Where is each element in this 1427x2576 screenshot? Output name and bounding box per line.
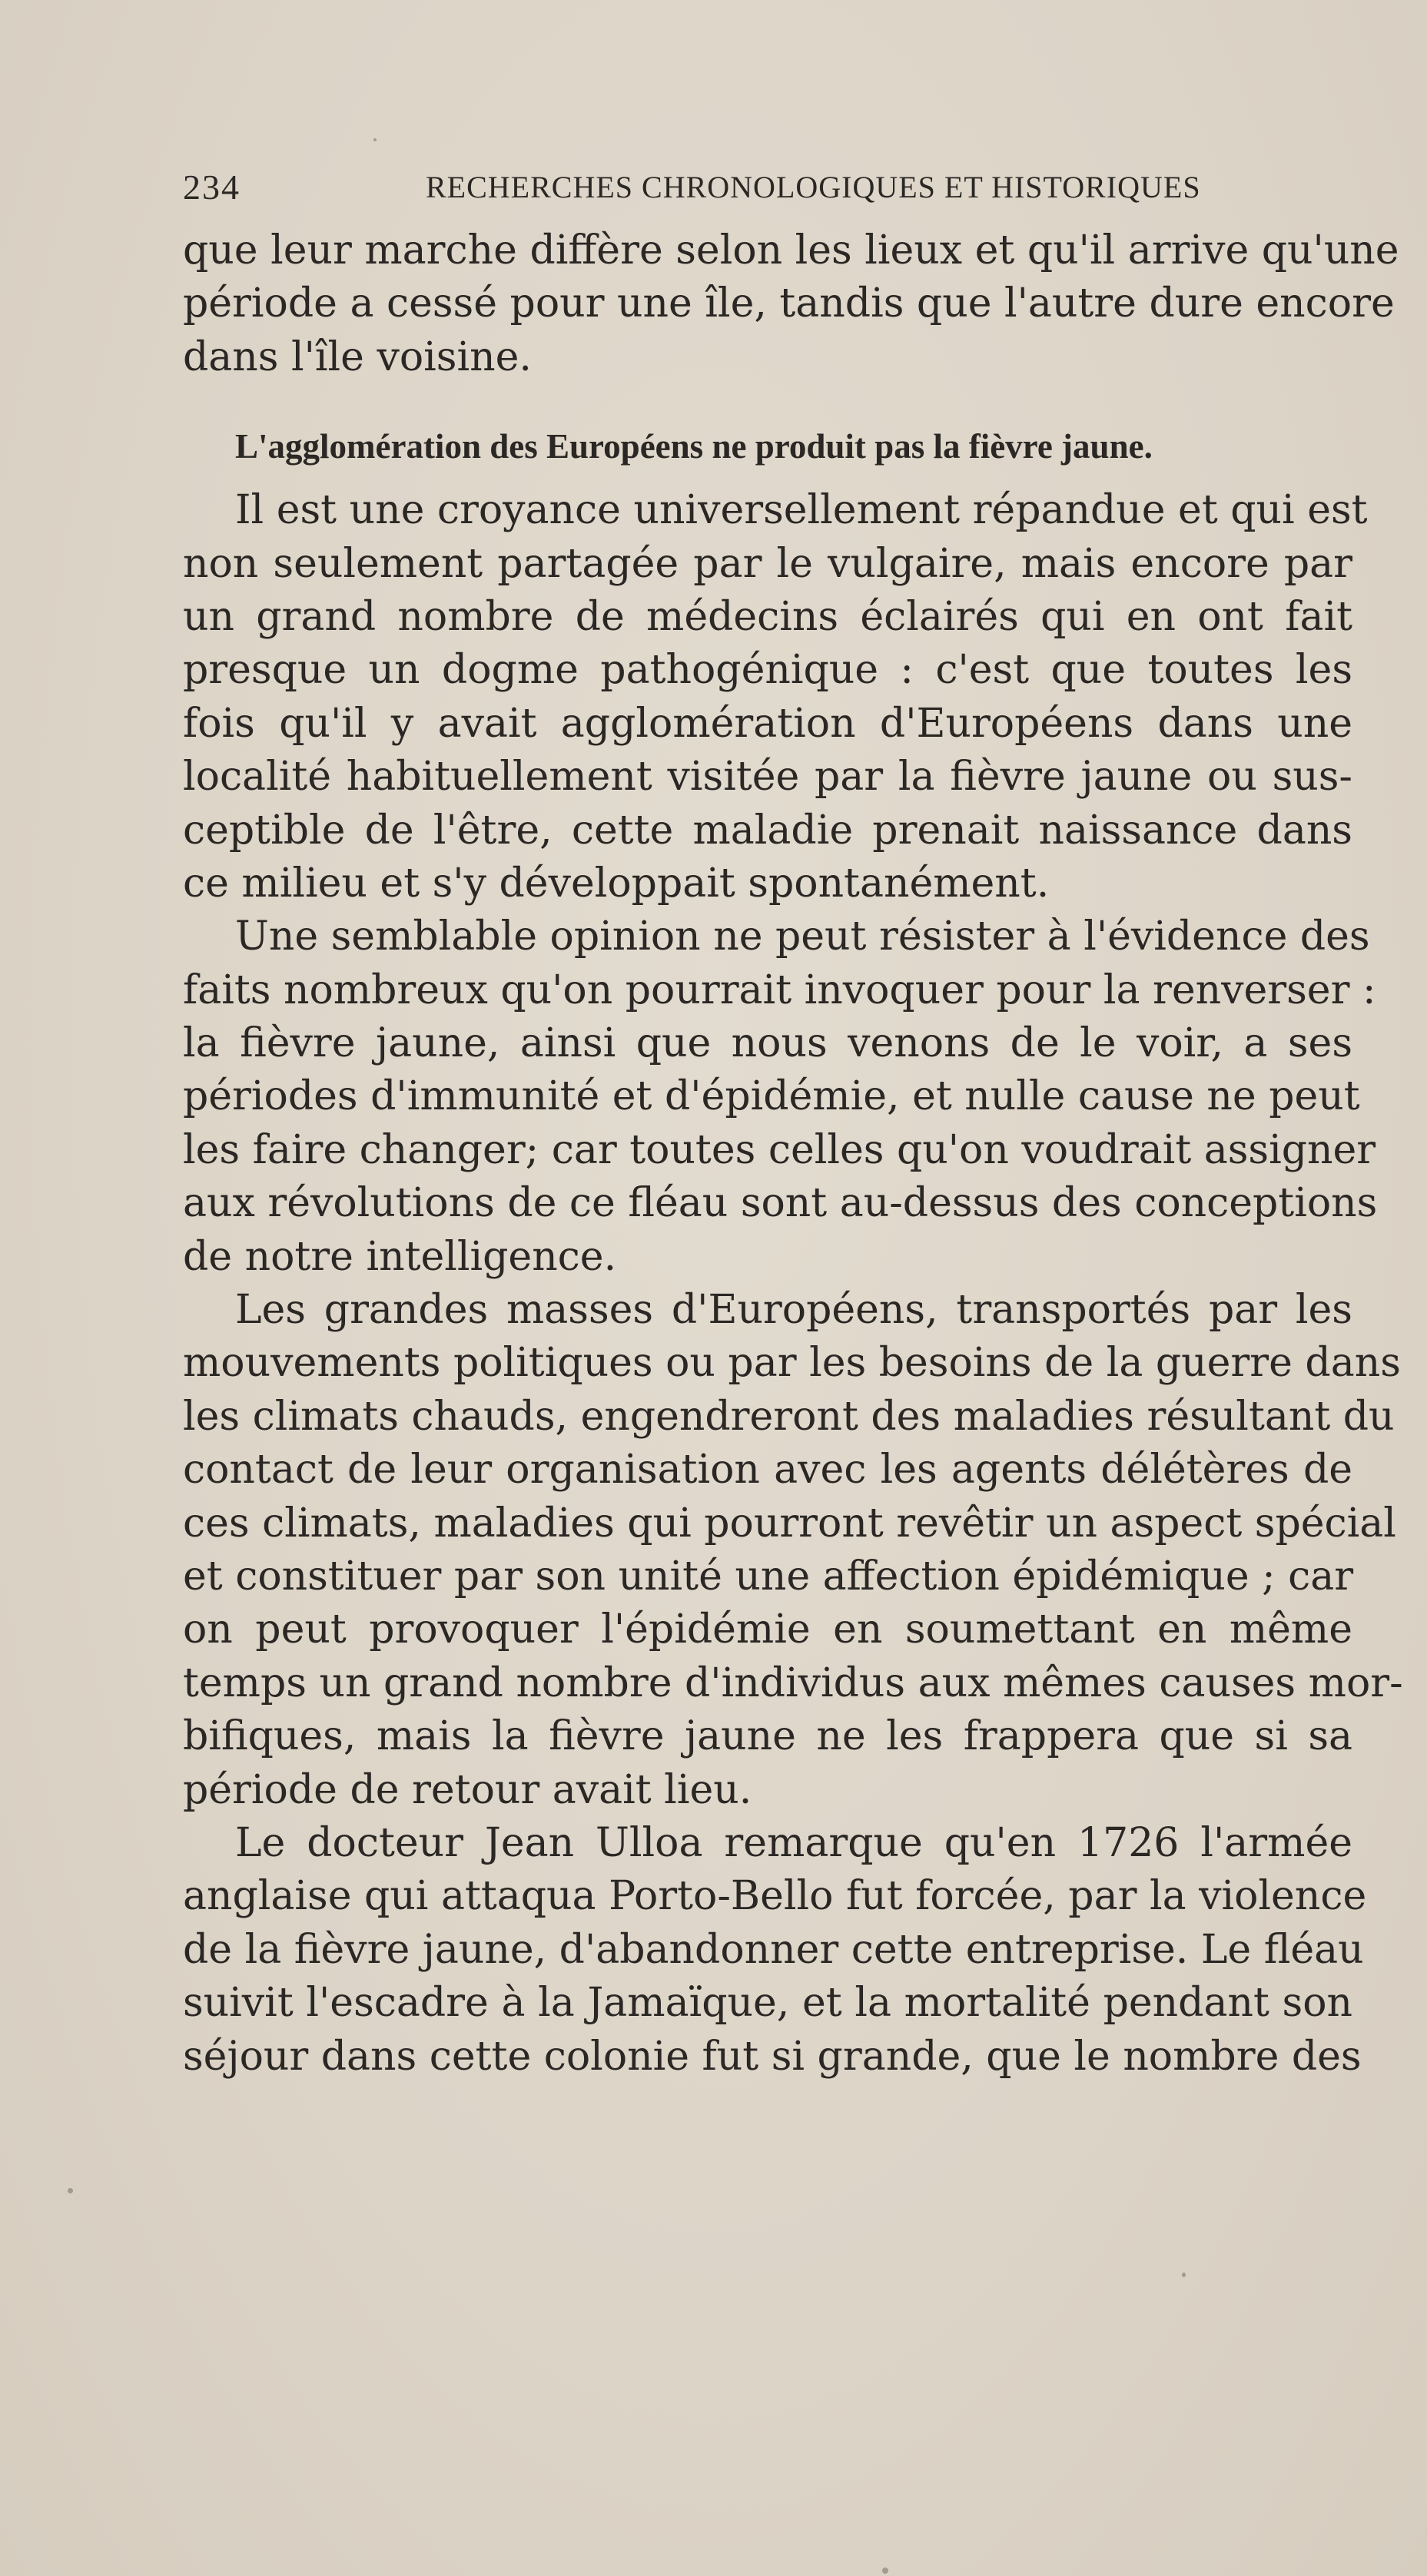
- text-line: Le docteur Jean Ulloa remarque qu'en 1726 l'armée: [235, 1819, 1352, 1866]
- text-line: aux révolutions de ce fléau sont au-dessus des conceptions: [183, 1180, 1378, 1227]
- text-line: de notre intelligence.: [183, 1233, 617, 1280]
- text-line: localité habituellement visitée par la fièvre jaune ou sus-: [183, 754, 1352, 801]
- text-line: on peut provoquer l'épidémie en soumettant en même: [183, 1606, 1352, 1653]
- text-line: ce milieu et s'y développait spontanément.: [183, 860, 1050, 907]
- text-line: Les grandes masses d'Européens, transportés par les: [235, 1287, 1352, 1334]
- paper-speck: [882, 2568, 888, 2574]
- paper-speck: [1182, 2273, 1186, 2277]
- text-line: un grand nombre de médecins éclairés qui en ont fait: [183, 593, 1352, 640]
- paragraph-2: [183, 484, 1368, 910]
- text-line: de la fièvre jaune, d'abandonner cette entreprise. Le fléau: [183, 1926, 1364, 1973]
- text-line: presque un dogme pathogénique : c'est que toutes les: [183, 647, 1352, 694]
- paragraph-5: [183, 1817, 1367, 2084]
- text-line: période a cessé pour une île, tandis que l'autre dure encore: [183, 280, 1395, 327]
- text-line: faits nombreux qu'on pourrait invoquer pour la renverser :: [183, 966, 1376, 1013]
- text-line: la fièvre jaune, ainsi que nous venons de le voir, a ses: [183, 1020, 1352, 1067]
- text-line: ces climats, maladies qui pourront revêtir un aspect spécial: [183, 1500, 1396, 1547]
- text-line: les faire changer; car toutes celles qu'on voudrait assigner: [183, 1126, 1376, 1173]
- paragraph-4: [183, 1284, 1403, 1817]
- paragraph-1: [183, 224, 1399, 384]
- text-line: séjour dans cette colonie fut si grande, que le nombre des: [183, 2033, 1362, 2080]
- text-line: Une semblable opinion ne peut résister à l'évidence des: [235, 913, 1370, 960]
- text-line: périodes d'immunité et d'épidémie, et nulle cause ne peut: [183, 1073, 1360, 1120]
- running-title: RECHERCHES CHRONOLOGIQUES ET HISTORIQUES: [426, 170, 1201, 204]
- text-line: anglaise qui attaqua Porto-Bello fut forcée, par la violence: [183, 1873, 1367, 1920]
- text-line: bifiques, mais la fièvre jaune ne les frappera que si sa: [183, 1713, 1352, 1760]
- paper-speck: [68, 2188, 73, 2193]
- running-head: [183, 164, 1201, 211]
- text-line: temps un grand nombre d'individus aux mêmes causes mor-: [183, 1659, 1403, 1706]
- text-line: Il est une croyance universellement répandue et qui est: [235, 487, 1368, 534]
- paper-speck: [373, 138, 377, 141]
- paragraph-3: [183, 910, 1378, 1284]
- text-line: suivit l'escadre à la Jamaïque, et la mortalité pendant son: [183, 1980, 1352, 2027]
- text-line: non seulement partagée par le vulgaire, mais encore par: [183, 540, 1352, 587]
- text-block: [183, 224, 1403, 2084]
- text-line: ceptible de l'être, cette maladie prenait naissance dans: [183, 807, 1352, 854]
- text-line: que leur marche diffère selon les lieux et qu'il arrive qu'une: [183, 227, 1399, 274]
- text-line: dans l'île voisine.: [183, 333, 532, 380]
- text-line: contact de leur organisation avec les agents délétères de: [183, 1447, 1352, 1494]
- section-heading: L'agglomération des Européens ne produit pas la fièvre jaune.: [235, 427, 1153, 466]
- text-line: période de retour avait lieu.: [183, 1766, 752, 1813]
- page-number: 234: [183, 167, 241, 207]
- text-line: fois qu'il y avait agglomération d'Européens dans une: [183, 700, 1352, 747]
- text-line: et constituer par son unité une affection épidémique ; car: [183, 1553, 1354, 1600]
- text-line: les climats chauds, engendreront des maladies résultant du: [183, 1393, 1395, 1440]
- text-line: mouvements politiques ou par les besoins de la guerre dans: [183, 1340, 1401, 1387]
